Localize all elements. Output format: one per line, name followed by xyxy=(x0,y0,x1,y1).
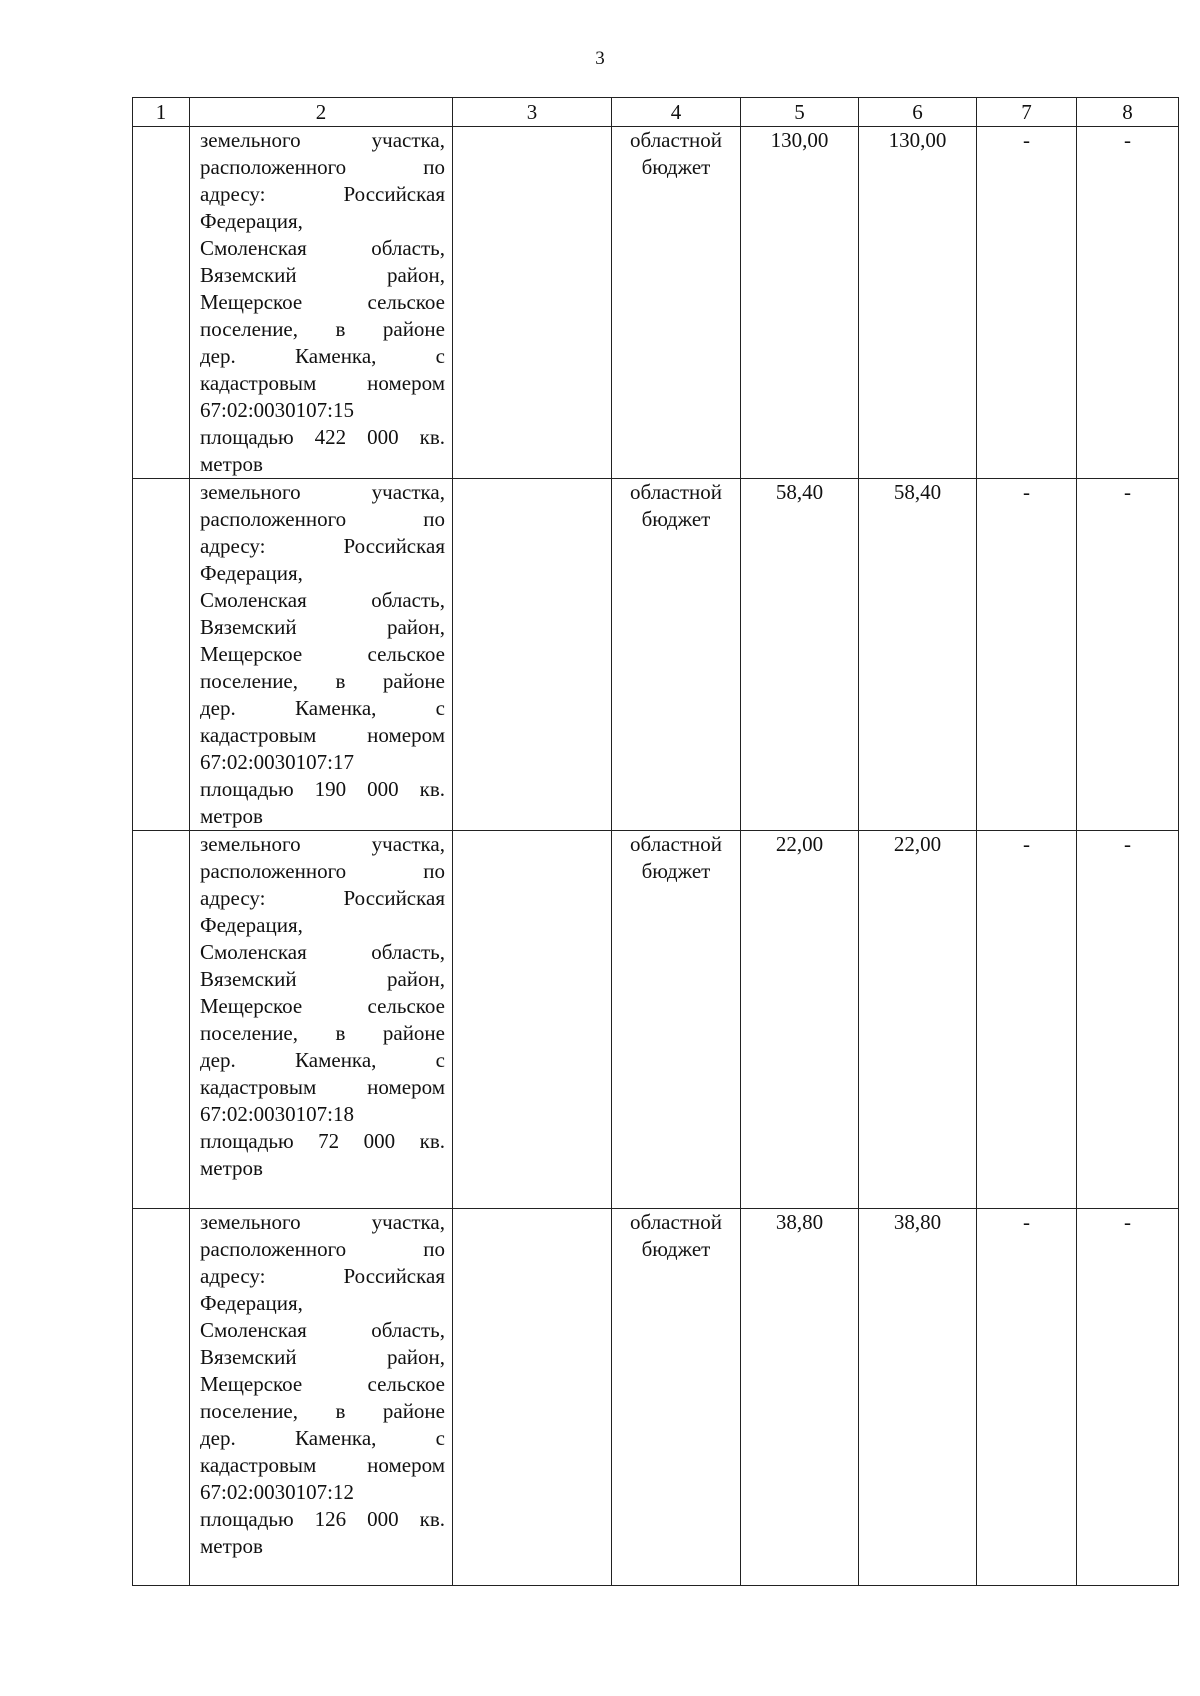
amount-cell-col7: - xyxy=(977,831,1077,1209)
description-line: метров xyxy=(200,1534,263,1558)
amount-cell-col6: 22,00 xyxy=(859,831,977,1209)
row-number-cell xyxy=(133,831,190,1209)
column-header-7: 7 xyxy=(977,98,1077,127)
description-line: расположенного по xyxy=(200,1237,445,1261)
description-line: Федерация, xyxy=(200,209,303,233)
description-line: метров xyxy=(200,452,263,476)
amount-cell-col7: - xyxy=(977,479,1077,831)
amount-cell-col7: - xyxy=(977,1209,1077,1586)
description-line: дер. Каменка, с xyxy=(200,344,445,368)
description-line: поселение, в районе xyxy=(200,669,445,693)
amount-cell-col6: 130,00 xyxy=(859,127,977,479)
description-line: Смоленская область, xyxy=(200,1318,445,1342)
row-number-cell xyxy=(133,127,190,479)
description-line: кадастровым номером xyxy=(200,723,445,747)
description-line: Смоленская область, xyxy=(200,940,445,964)
description-line: Смоленская область, xyxy=(200,236,445,260)
description-line: адресу: Российская xyxy=(200,534,445,558)
column-header-6: 6 xyxy=(859,98,977,127)
description-line: 67:02:0030107:18 xyxy=(200,1102,355,1126)
column-header-4: 4 xyxy=(612,98,741,127)
description-line: Вяземский район, xyxy=(200,263,445,287)
funding-source-line: областной xyxy=(630,832,722,856)
column-header-5: 5 xyxy=(741,98,859,127)
funding-source-line: областной xyxy=(630,480,722,504)
column-3-cell xyxy=(453,479,612,831)
description-line: кадастровым номером xyxy=(200,1075,445,1099)
description-line: поселение, в районе xyxy=(200,1021,445,1045)
funding-source-line: бюджет xyxy=(641,507,711,531)
table-row xyxy=(133,479,1179,831)
description-line: площадью 422 000 кв. xyxy=(200,425,445,449)
description-line: Федерация, xyxy=(200,561,303,585)
funding-source-line: бюджет xyxy=(641,1237,711,1261)
description-line: Мещерское сельское xyxy=(200,994,445,1018)
funding-source-line: бюджет xyxy=(641,155,711,179)
amount-cell-col5: 130,00 xyxy=(741,127,859,479)
description-line: площадью 72 000 кв. xyxy=(200,1129,445,1153)
row-number-cell xyxy=(133,479,190,831)
description-line: Вяземский район, xyxy=(200,967,445,991)
description-line: дер. Каменка, с xyxy=(200,1426,445,1450)
amount-cell-col8: - xyxy=(1077,1209,1179,1586)
column-header-3: 3 xyxy=(453,98,612,127)
table-row xyxy=(133,831,1179,1209)
amount-cell-col6: 38,80 xyxy=(859,1209,977,1586)
description-line: 67:02:0030107:15 xyxy=(200,398,355,422)
column-3-cell xyxy=(453,127,612,479)
description-line: метров xyxy=(200,1156,263,1180)
funding-source-cell xyxy=(612,127,741,479)
column-header-1: 1 xyxy=(133,98,190,127)
funding-source-line: областной xyxy=(630,1210,722,1234)
description-line: Смоленская область, xyxy=(200,588,445,612)
description-line: поселение, в районе xyxy=(200,1399,445,1423)
amount-cell-col8: - xyxy=(1077,127,1179,479)
description-line: адресу: Российская xyxy=(200,182,445,206)
description-line: Вяземский район, xyxy=(200,615,445,639)
amount-cell-col6: 58,40 xyxy=(859,479,977,831)
description-line: адресу: Российская xyxy=(200,886,445,910)
description-line: дер. Каменка, с xyxy=(200,696,445,720)
description-line: земельного участка, xyxy=(200,128,445,152)
funding-source-cell xyxy=(612,831,741,1209)
amount-cell-col5: 22,00 xyxy=(741,831,859,1209)
column-header-8: 8 xyxy=(1077,98,1179,127)
column-3-cell xyxy=(453,831,612,1209)
funding-source-cell xyxy=(612,1209,741,1586)
description-line: земельного участка, xyxy=(200,832,445,856)
amount-cell-col8: - xyxy=(1077,479,1179,831)
description-line: площадью 190 000 кв. xyxy=(200,777,445,801)
column-3-cell xyxy=(453,1209,612,1586)
budget-table xyxy=(132,97,1179,1586)
description-line: Мещерское сельское xyxy=(200,642,445,666)
description-line: площадью 126 000 кв. xyxy=(200,1507,445,1531)
funding-source-line: областной xyxy=(630,128,722,152)
description-line: адресу: Российская xyxy=(200,1264,445,1288)
description-line: земельного участка, xyxy=(200,480,445,504)
description-line: кадастровым номером xyxy=(200,1453,445,1477)
description-cell xyxy=(190,1209,453,1586)
description-line: метров xyxy=(200,804,263,828)
table-row xyxy=(133,1209,1179,1586)
description-cell xyxy=(190,831,453,1209)
description-cell xyxy=(190,127,453,479)
funding-source-line: бюджет xyxy=(641,859,711,883)
description-line: земельного участка, xyxy=(200,1210,445,1234)
description-line: расположенного по xyxy=(200,859,445,883)
header-row xyxy=(133,98,1179,127)
page-number: 3 xyxy=(595,48,605,69)
description-line: Федерация, xyxy=(200,1291,303,1315)
description-line: дер. Каменка, с xyxy=(200,1048,445,1072)
amount-cell-col5: 58,40 xyxy=(741,479,859,831)
amount-cell-col7: - xyxy=(977,127,1077,479)
funding-source-cell xyxy=(612,479,741,831)
description-line: расположенного по xyxy=(200,507,445,531)
description-line: Федерация, xyxy=(200,913,303,937)
description-line: Вяземский район, xyxy=(200,1345,445,1369)
description-line: поселение, в районе xyxy=(200,317,445,341)
description-line: кадастровым номером xyxy=(200,371,445,395)
description-line: Мещерское сельское xyxy=(200,290,445,314)
row-number-cell xyxy=(133,1209,190,1586)
description-line: расположенного по xyxy=(200,155,445,179)
table-row xyxy=(133,127,1179,479)
description-line: 67:02:0030107:17 xyxy=(200,750,355,774)
amount-cell-col8: - xyxy=(1077,831,1179,1209)
description-line: 67:02:0030107:12 xyxy=(200,1480,355,1504)
description-line: Мещерское сельское xyxy=(200,1372,445,1396)
column-header-2: 2 xyxy=(190,98,453,127)
description-cell xyxy=(190,479,453,831)
amount-cell-col5: 38,80 xyxy=(741,1209,859,1586)
